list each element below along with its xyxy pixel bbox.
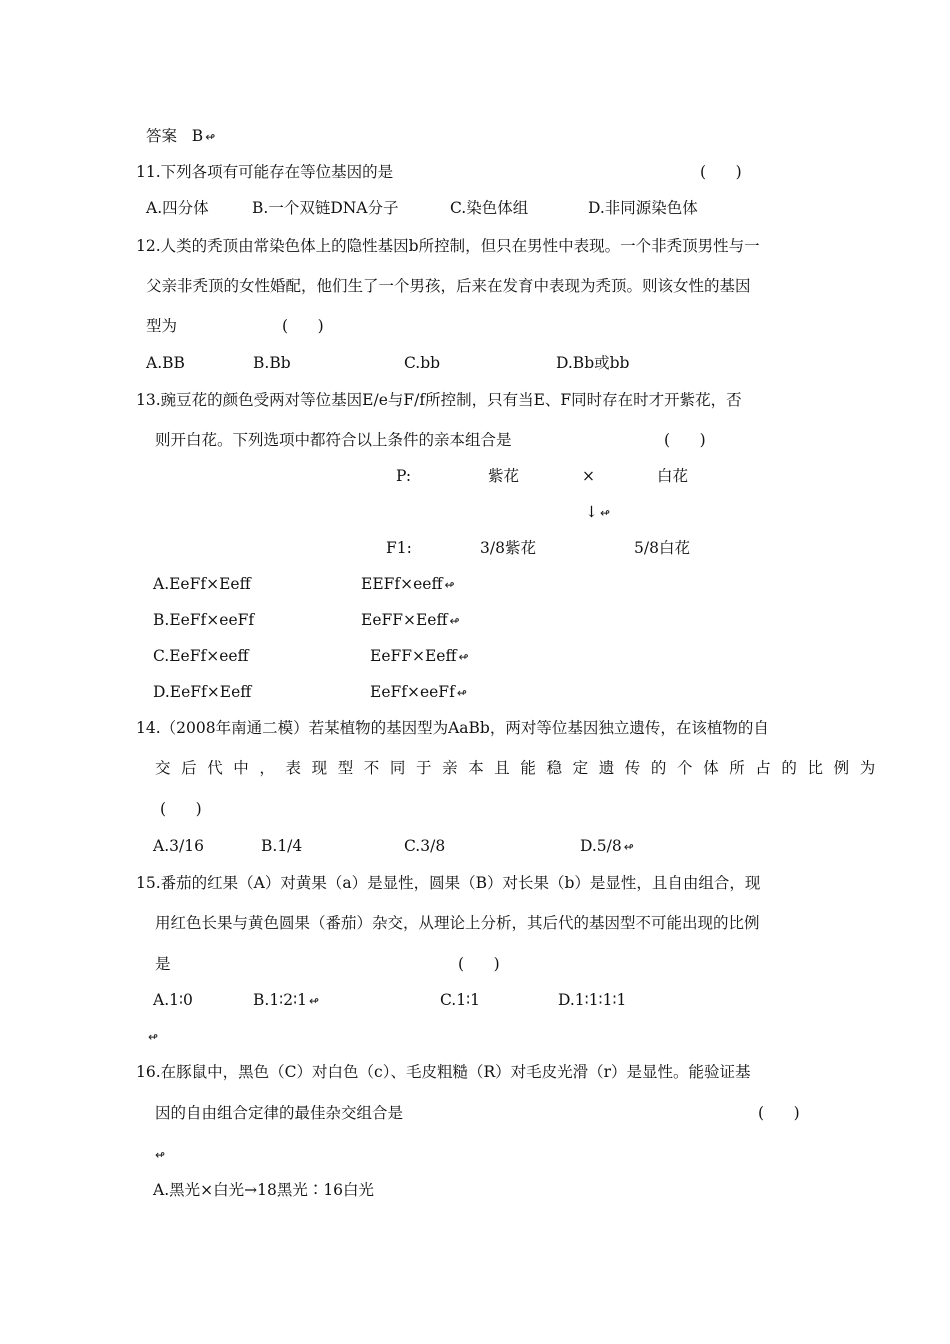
- cross-p-purple: 紫花: [488, 467, 520, 485]
- q11-option-d: D.非同源染色体: [588, 199, 698, 217]
- paragraph-mark-icon: ↫: [205, 130, 216, 144]
- q13-stem-line-1: 13.豌豆花的颜色受两对等位基因E/e与F/f所控制，只有当E、F同时存在时才开紫花，否: [136, 391, 742, 409]
- paragraph-mark-icon: ↫: [600, 506, 611, 520]
- cross-p-label: P:: [396, 467, 412, 485]
- q13-stem-line-2: 则开白花。下列选项中都符合以上条件的亲本组合是: [155, 431, 512, 449]
- q16-answer-bracket: ( ): [758, 1104, 800, 1122]
- q14-answer-bracket: ( ): [160, 800, 202, 818]
- paragraph-mark-icon: ↫: [444, 578, 455, 592]
- q14-option-b: B.1/4: [261, 837, 303, 855]
- q15-option-c: C.1∶1: [440, 991, 480, 1009]
- answer-value: B: [191, 127, 204, 145]
- paragraph-mark-icon: ↫: [148, 1030, 159, 1044]
- q12-answer-bracket: ( ): [282, 317, 324, 335]
- q12-option-d: D.Bb或bb: [556, 354, 630, 372]
- q15-option-b: B.1∶2∶1 ↫: [253, 991, 320, 1009]
- q14-stem-line-1: 14.（2008年南通二模）若某植物的基因型为AaBb，两对等位基因独立遗传，在该植物的自: [136, 719, 769, 737]
- q16-stem-line-1: 16.在豚鼠中，黑色（C）对白色（c）、毛皮粗糙（R）对毛皮光滑（r）是显性。能验证基: [136, 1063, 751, 1081]
- q14-option-c: C.3/8: [404, 837, 446, 855]
- paragraph-mark-icon: ↫: [155, 1148, 166, 1162]
- q13-option-d-right: EeFf×eeFf ↫: [370, 683, 467, 701]
- q15-stem-line-2: 用红色长果与黄色圆果（番茄）杂交，从理论上分析，其后代的基因型不可能出现的比例: [155, 914, 760, 932]
- down-arrow-icon: ↓: [585, 503, 598, 521]
- paragraph-mark-icon: ↫: [308, 994, 320, 1008]
- empty-paragraph: [146, 1026, 158, 1047]
- cross-times: ×: [582, 467, 595, 485]
- cross-f1-label: F1:: [386, 539, 412, 557]
- q15-answer-bracket: ( ): [458, 955, 500, 973]
- q12-option-a: A.BB: [146, 354, 185, 372]
- q13-option-c-left: C.EeFf×eeff: [153, 647, 249, 665]
- answer-label: 答案: [146, 127, 178, 145]
- paragraph-mark-icon: ↫: [456, 686, 467, 700]
- empty-paragraph: [153, 1144, 165, 1165]
- q13-option-a-right: EEFf×eeff ↫: [361, 575, 455, 593]
- paragraph-mark-icon: ↫: [449, 614, 460, 628]
- cross-f1-purple: 3/8紫花: [480, 539, 536, 557]
- q12-stem-line-3: 型为: [146, 317, 178, 335]
- q13-option-b-left: B.EeFf×eeFf: [153, 611, 255, 629]
- q12-stem-line-1: 12.人类的秃顶由常染色体上的隐性基因b所控制，但只在男性中表现。一个非秃顶男性与一: [136, 237, 760, 255]
- paragraph-mark-icon: ↫: [623, 840, 634, 854]
- q13-option-b-right: EeFF×Eeff ↫: [361, 611, 460, 629]
- q12-option-c: C.bb: [404, 354, 441, 372]
- q11-answer-bracket: ( ): [700, 163, 742, 181]
- answer-line: [146, 126, 215, 147]
- paragraph-mark-icon: ↫: [458, 650, 469, 664]
- q11-option-a: A.四分体: [146, 199, 209, 217]
- cross-arrow: [585, 502, 610, 523]
- q15-stem-line-3: 是: [155, 955, 171, 973]
- q15-option-d: D.1∶1∶1∶1: [558, 991, 627, 1009]
- q12-stem-line-2: 父亲非秃顶的女性婚配，他们生了一个男孩，后来在发育中表现为秃顶。则该女性的基因: [146, 277, 751, 295]
- q14-option-d: D.5/8 ↫: [580, 837, 634, 855]
- q11-option-b: B.一个双链DNA分子: [252, 199, 399, 217]
- q14-option-a: A.3/16: [153, 837, 204, 855]
- q15-option-a: A.1∶0: [153, 991, 193, 1009]
- q12-option-b: B.Bb: [253, 354, 291, 372]
- q16-option-a: A.黑光×白光→18黑光∶16白光: [153, 1181, 375, 1199]
- cross-p-white: 白花: [657, 467, 689, 485]
- q13-option-a-left: A.EeFf×Eeff: [153, 575, 251, 593]
- q15-stem-line-1: 15.番茄的红果（A）对黄果（a）是显性，圆果（B）对长果（b）是显性，且自由组合，现: [136, 874, 761, 892]
- q11-stem: 11.下列各项有可能存在等位基因的是: [136, 163, 394, 181]
- q16-stem-line-2: 因的自由组合定律的最佳杂交组合是: [155, 1104, 404, 1122]
- q13-option-c-right: EeFF×Eeff ↫: [370, 647, 469, 665]
- q11-option-c: C.染色体组: [450, 199, 529, 217]
- q13-answer-bracket: ( ): [664, 431, 706, 449]
- q13-option-d-left: D.EeFf×Eeff: [153, 683, 252, 701]
- q14-stem-line-2: 交后代中，表现型不同于亲本且能稳定遗传的个体所占的比例为: [155, 759, 886, 777]
- cross-f1-white: 5/8白花: [634, 539, 690, 557]
